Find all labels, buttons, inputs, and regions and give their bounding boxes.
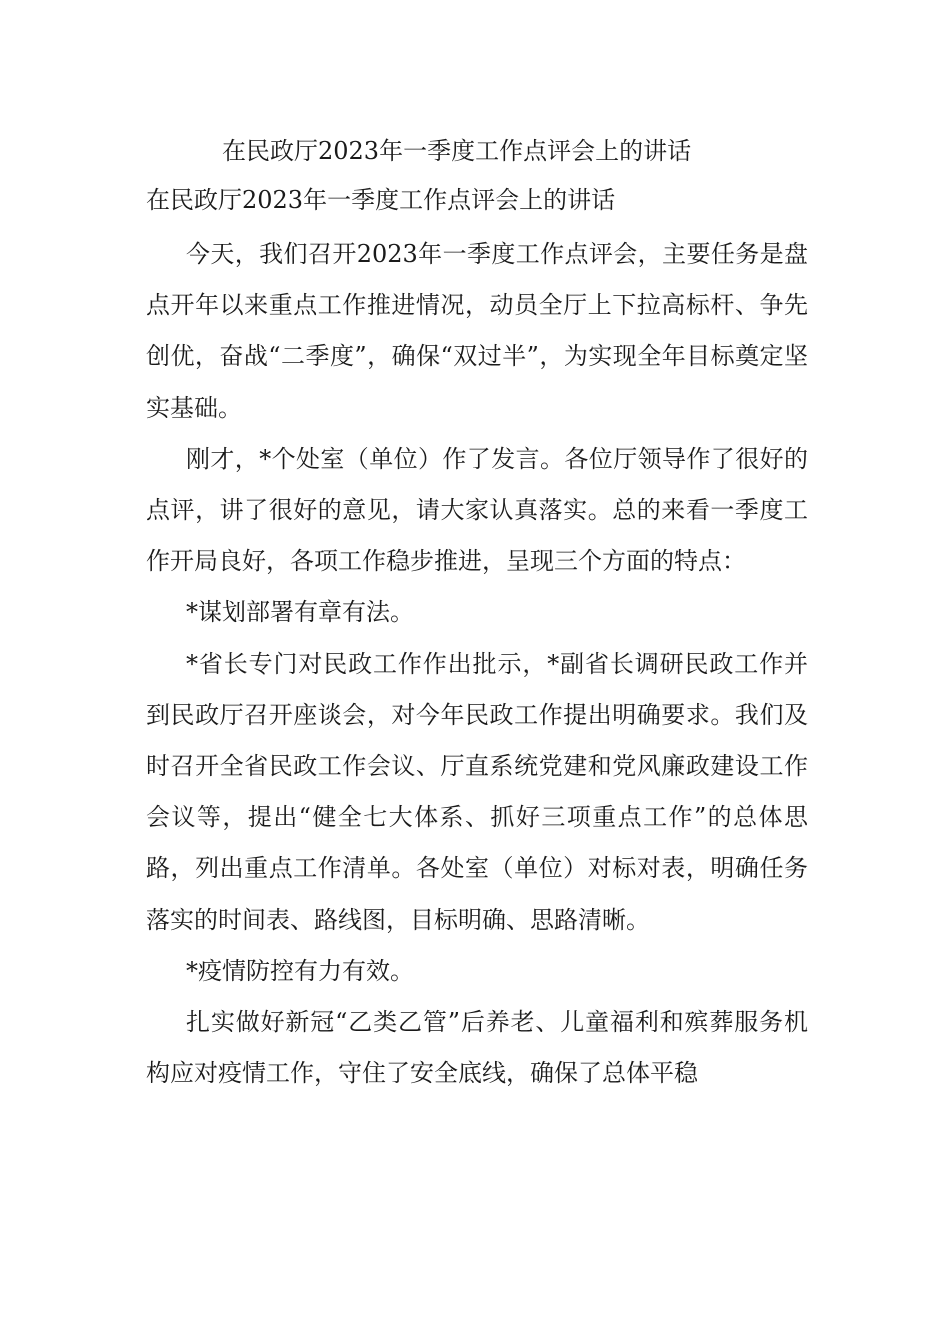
paragraph-summary: 刚才，*个处室（单位）作了发言。各位厅领导作了很好的点评，讲了很好的意见，请大家认真落实。总的来看一季度工作开局良好，各项工作稳步推进，呈现三个方面的特点： <box>146 444 808 576</box>
document-subtitle: 在民政厅2023年一季度工作点评会上的讲话 <box>146 186 616 214</box>
paragraph-epidemic: 扎实做好新冠“乙类乙管”后养老、儿童福利和殡葬服务机构应对疫情工作，守住了安全底线，确保了总体平稳 <box>146 1008 808 1088</box>
paragraph-planning: *省长专门对民政工作作出批示，*副省长调研民政工作并到民政厅召开座谈会，对今年民政工作提出明确要求。我们及时召开全省民政工作会议、厅直系统党建和党风廉政建设工作会议等，提出“健全七大体系、抓好三项重点工作”的总体思路，列出重点工作清单。各处室（单位）对标对表，明确任务落实的时间表、路线图，目标明确、思路清晰。 <box>146 649 808 934</box>
document-body <box>146 229 808 1099</box>
document-title: 在民政厅2023年一季度工作点评会上的讲话 <box>222 137 692 165</box>
paragraph-opening: 今天，我们召开2023年一季度工作点评会，主要任务是盘点开年以来重点工作推进情况，动员全厅上下拉高标杆、争先创优，奋战“二季度”，确保“双过半”，为实现全年目标奠定坚实基础。 <box>146 240 808 422</box>
section-heading-epidemic: *疫情防控有力有效。 <box>186 956 414 985</box>
section-heading-planning: *谋划部署有章有法。 <box>186 598 414 627</box>
